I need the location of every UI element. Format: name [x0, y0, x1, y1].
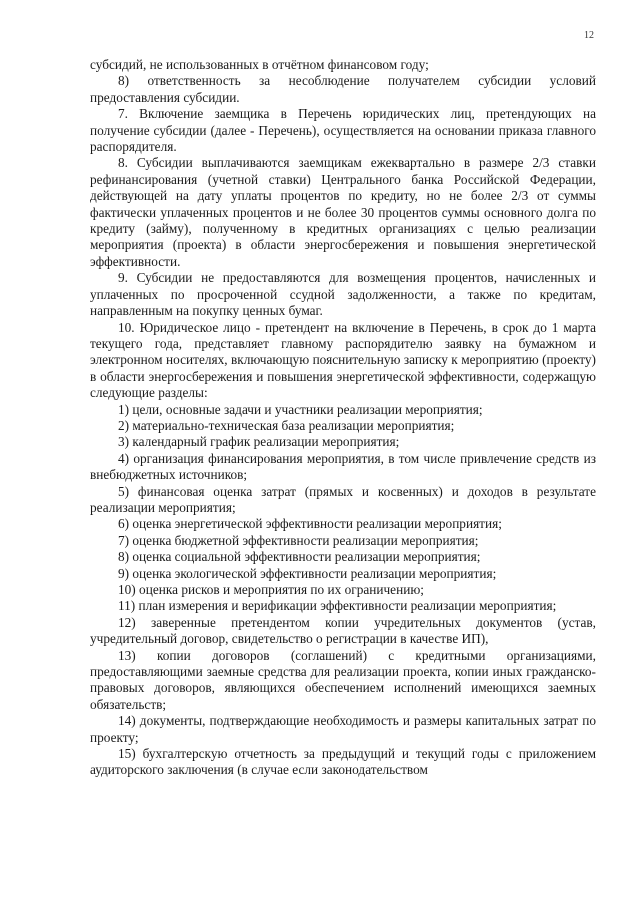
paragraph: 7. Включение заемщика в Перечень юридических лиц, претендующих на получение субсидии (далее - Перечень), осуществляется на основании приказа главного распорядителя.	[90, 106, 596, 155]
list-item: 3) календарный график реализации мероприятия;	[118, 434, 400, 450]
paragraph: 8. Субсидии выплачиваются заемщикам ежеквартально в размере 2/3 ставки рефинансирования (учетной ставки) Центрального банка Российской Федерации, действующей на дату уплаты процентов по кредиту, но не более 2/3 от суммы фактически уплаченных процентов и не более 30 процентов суммы основного долга по кредиту (займу), полученному в кредитных организациях с целью реализации мероприятия (проекта) в области энергосбережения и повышения энергетической эффективности.	[90, 155, 596, 269]
list-item: 12) заверенные претендентом копии учредительных документов (устав, учредительный договор, свидетельство о регистрации в качестве ИП),	[90, 614, 596, 647]
paragraph: 8) ответственность за несоблюдение получателем субсидии условий предоставления субсидии.	[90, 73, 596, 105]
list-item: 8) оценка социальной эффективности реализации мероприятия;	[118, 549, 481, 565]
list-item: 5) финансовая оценка затрат (прямых и косвенных) и доходов в результате реализации мероприятия;	[90, 483, 596, 515]
document-body	[90, 57, 596, 779]
list-item: 10) оценка рисков и мероприятия по их ограничению;	[118, 582, 424, 597]
paragraph: 10. Юридическое лицо - претендент на включение в Перечень, в срок до 1 марта текущего года, представляет главному распорядителю заявку на бумажном и электронном носителях, включающую пояснительную записку к мероприятию (проекту) в области энергосбережения и повышения энергетической эффективности, содержащую следующие разделы:	[90, 319, 596, 401]
list-item: 13) копии договоров (соглашений) с кредитными организациями, предоставляющими заемные средства для реализации проекта, копии иных гражданско-правовых договоров, являющихся обеспечением исполнений имеющихся заемных обязательств;	[90, 647, 596, 712]
list-item: 7) оценка бюджетной эффективности реализации мероприятия;	[118, 532, 479, 548]
page-number: 12	[584, 30, 594, 41]
list-item: 9) оценка экологической эффективности реализации мероприятия;	[118, 565, 497, 581]
list-item: 15) бухгалтерскую отчетность за предыдущий и текущий годы с приложением аудиторского заключения (в случае если законодательством	[90, 746, 596, 778]
list-item: 4) организация финансирования мероприятия, в том числе привлечение средств из внебюджетных источников;	[90, 450, 596, 483]
list-item: 2) материально-техническая база реализации мероприятия;	[118, 417, 455, 433]
list-item: 14) документы, подтверждающие необходимость и размеры капитальных затрат по проекту;	[90, 713, 596, 745]
paragraph: 9. Субсидии не предоставляются для возмещения процентов, начисленных и уплаченных по просроченной ссудной задолженности, а также по кредитам, направленным на покупку ценных бумаг.	[90, 270, 596, 319]
list-item: 1) цели, основные задачи и участники реализации мероприятия;	[118, 401, 483, 417]
list-item: 11) план измерения и верификации эффективности реализации мероприятия;	[118, 598, 557, 614]
paragraph: субсидий, не использованных в отчётном финансовом году;	[90, 57, 429, 72]
list-item: 6) оценка энергетической эффективности реализации мероприятия;	[118, 516, 502, 532]
